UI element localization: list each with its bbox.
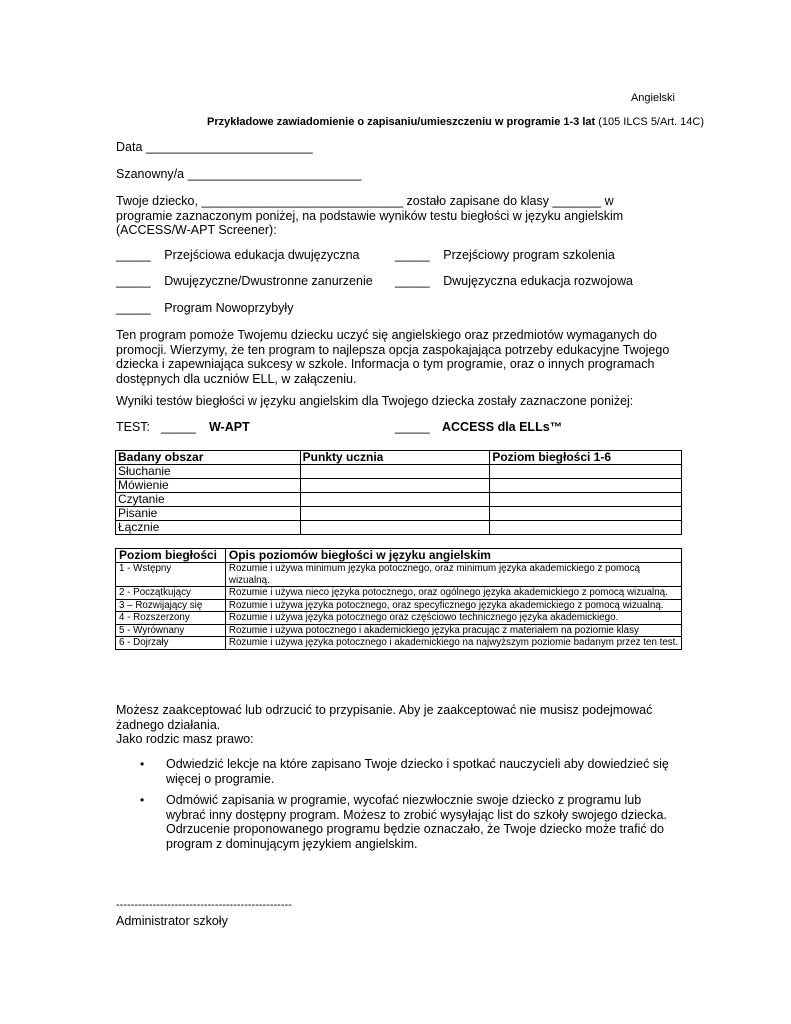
list-item [140,793,680,851]
score-cell[interactable] [300,521,490,535]
level-name: 3 – Rozwijający się [116,599,226,612]
table-row [116,465,682,479]
program-label: Program Nowoprzybyły [164,301,294,315]
area-cell: Słuchanie [116,465,301,479]
level-name: 1 - Wstępny [116,563,226,587]
bullet-icon: • [140,757,145,771]
program-label: Dwujęzyczna edukacja rozwojowa [443,274,633,288]
test-option-access: ACCESS dla ELLs™ [442,420,563,434]
right-text: Odwiedzić lekcje na które zapisano Twoje dziecko i spotkać nauczycieli aby dowiedzieć się więcej o programie. [166,757,669,786]
rights-list [140,757,680,851]
score-cell[interactable] [300,493,490,507]
scores-table [115,450,682,535]
results-intro: Wyniki testów biegłości w języku angielskim dla Twojego dziecka zostały zaznaczone poniżej: [116,394,634,408]
level-name: 5 - Wyrównany [116,624,226,637]
scores-header-cell: Badany obszar [116,451,301,465]
program-option[interactable] [116,274,373,288]
area-cell: Pisanie [116,507,301,521]
levels-header-cell: Poziom biegłości [116,549,226,563]
level-description: Rozumie i używa języka potocznego, oraz specyficznego języka akademickiego z pomocą wizualną. [225,599,681,612]
test-label: TEST: [116,420,151,434]
level-description: Rozumie i używa języka potocznego i akademickiego na najwyższym poziomie badanym przez ten test. [225,637,681,650]
date-line [116,140,313,154]
score-cell[interactable] [300,479,490,493]
table-row [116,637,682,650]
level-description: Rozumie i używa nieco języka potocznego, oraz ogólnego języka akademickiego z pomocą wizualną. [225,587,681,600]
salutation-field[interactable]: _________________________ [187,167,362,181]
level-cell[interactable] [490,521,682,535]
program-option[interactable] [116,301,293,315]
language-label: Angielski [630,92,675,104]
level-description: Rozumie i używa potocznego i akademickiego języka pracując z materiałem na poziomie klasy [225,624,681,637]
document-title [207,116,704,128]
date-label: Data [116,140,143,154]
score-cell[interactable] [300,465,490,479]
area-cell: Łącznie [116,521,301,535]
title-main: Przykładowe zawiadomienie o zapisaniu/umieszczeniu w programie 1-3 lat [207,116,596,128]
table-row [116,612,682,625]
table-row [116,563,682,587]
program-option[interactable] [395,274,633,288]
signature-label: Administrator szkoły [116,914,228,928]
area-cell: Czytanie [116,493,301,507]
program-blank[interactable]: _____ [395,248,430,262]
signature-line: ------------------------------------------------ [116,899,292,911]
table-row [116,479,682,493]
level-cell[interactable] [490,507,682,521]
program-blank[interactable]: _____ [395,274,430,288]
levels-table [115,548,682,650]
program-label: Przejściowa edukacja dwujęzyczna [164,248,360,262]
child-paragraph: Twoje dziecko, _____________________________ zostało zapisane do klasy _______ w programie zaznaczonym poniżej, na podstawie wyników testu biegłości w języku angielskim (ACCESS/W-APT Screener): [116,194,624,237]
area-cell: Mówienie [116,479,301,493]
table-row [116,624,682,637]
level-name: 4 - Rozszerzony [116,612,226,625]
right-text: Odmówić zapisania w programie, wycofać niezwłocznie swoje dziecko z programu lub wybrać inny dostępny program. Możesz to zrobić wysyłając list do szkoły swojego dziecka. Odrzucenie proponowanego programu będzie oznaczało, że Twoje dziecko może trafić do program z dominującym językiem angielskim. [166,793,667,851]
table-row [116,587,682,600]
program-option[interactable] [395,248,615,262]
scores-header-cell: Punkty ucznia [300,451,490,465]
salutation-label: Szanowny/a [116,167,185,181]
accept-paragraph: Możesz zaakceptować lub odrzucić to przypisanie. Aby je zaakceptować nie musisz podejmować żadnego działania. [116,703,653,732]
date-field[interactable]: ________________________ [145,140,313,154]
list-item [140,757,680,786]
level-cell[interactable] [490,493,682,507]
program-blank[interactable]: _____ [116,301,151,315]
table-row [116,493,682,507]
levels-header-row [116,549,682,563]
program-label: Dwujęzyczne/Dwustronne zanurzenie [164,274,373,288]
level-name: 6 - Dojrzały [116,637,226,650]
table-row [116,507,682,521]
scores-header-cell: Poziom biegłości 1-6 [490,451,682,465]
program-blank[interactable]: _____ [116,274,151,288]
title-reference: (105 ILCS 5/Art. 14C) [598,116,705,128]
table-row [116,521,682,535]
rights-intro: Jako rodzic masz prawo: [116,732,254,746]
level-cell[interactable] [490,479,682,493]
program-paragraph: Ten program pomoże Twojemu dziecku uczyć się angielskiego oraz przedmiotów wymaganych do promocji. Wierzymy, że ten program to najlepsza opcja zaspokajająca potrzeby edukacyjne Twojego dziecka i zapewniająca sukcesy w szkole. Informacja o tym programie, oraz o innych programach dostępnych dla uczniów ELL, w załączeniu. [116,328,670,386]
test-option-wapt: W-APT [209,420,250,434]
test-blank-wapt[interactable]: _____ [161,420,196,434]
program-blank[interactable]: _____ [116,248,151,262]
level-cell[interactable] [490,465,682,479]
level-description: Rozumie i używa języka potocznego oraz częściowo technicznego języka akademickiego. [225,612,681,625]
score-cell[interactable] [300,507,490,521]
level-name: 2 - Początkujący [116,587,226,600]
level-description: Rozumie i używa minimum języka potocznego, oraz minimum języka akademickiego z pomocą wizualną. [225,563,681,587]
levels-header-cell: Opis poziomów biegłości w języku angielskim [225,549,681,563]
salutation-line [116,167,361,181]
table-row [116,599,682,612]
scores-header-row [116,451,682,465]
bullet-icon: • [140,793,145,807]
program-label: Przejściowy program szkolenia [443,248,615,262]
test-blank-access[interactable]: _____ [395,420,430,434]
program-option[interactable] [116,248,359,262]
